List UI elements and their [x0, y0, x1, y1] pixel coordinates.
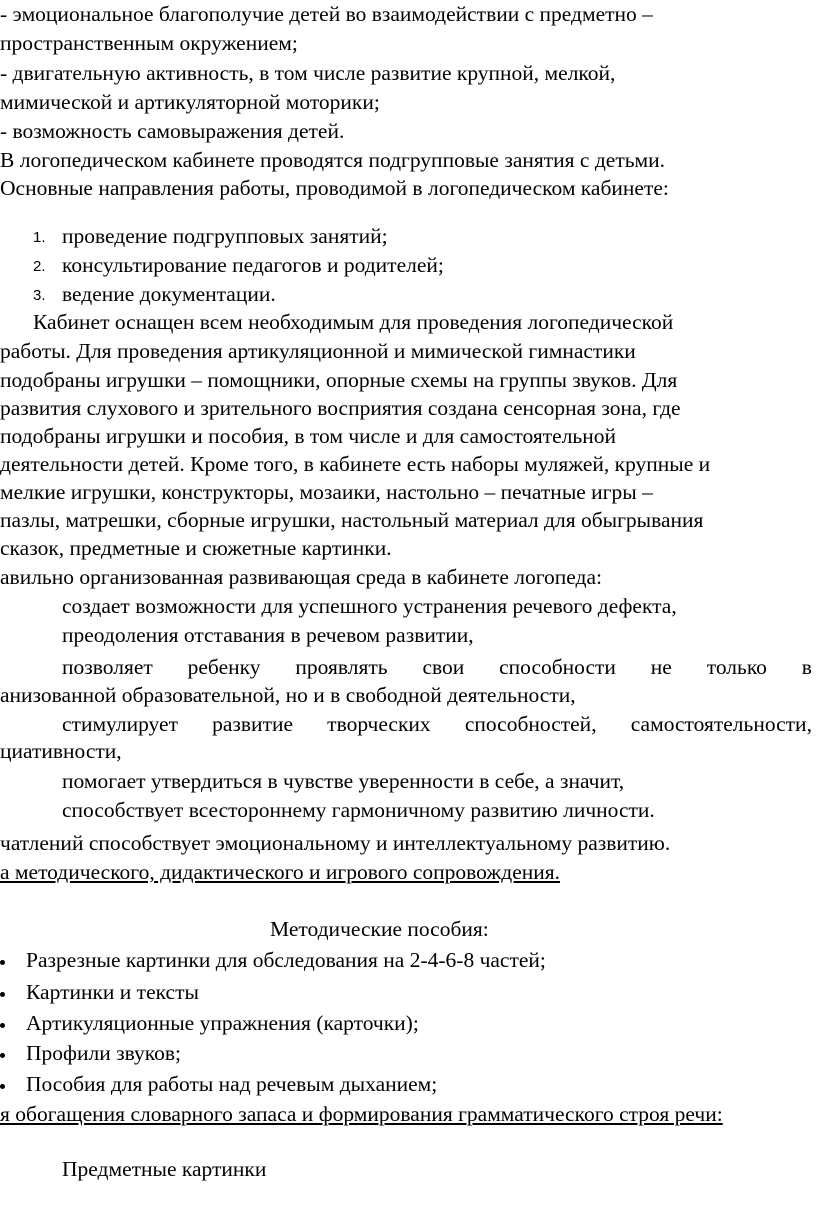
bullet-icon: [0, 1023, 5, 1028]
equipment-line-8: пазлы, матрешки, сборные игрушки, настольный материал для обыгрывания: [0, 508, 704, 532]
word: способности: [499, 655, 616, 679]
equipment-line-6: деятельности детей. Кроме того, в кабинете есть наборы муляжей, крупные и: [0, 452, 711, 476]
list-item: Артикуляционные упражнения (карточки);: [26, 1011, 419, 1035]
intro-line-7: Основные направления работы, проводимой в логопедическом кабинете:: [0, 176, 669, 200]
environment-line-9: чатлений способствует эмоциональному и интеллектуальному развитию.: [0, 831, 671, 855]
bullet-icon: [0, 1053, 5, 1058]
word: в: [801, 655, 812, 679]
intro-line-6: В логопедическом кабинете проводятся подгрупповые занятия с детьми.: [0, 148, 666, 172]
list-item: Профили звуков;: [26, 1041, 181, 1065]
list-item: Пособия для работы над речевым дыханием;: [26, 1072, 438, 1096]
environment-line-3: [62, 653, 812, 681]
environment-line-6: циативности,: [0, 739, 122, 763]
bullet-icon: [0, 1084, 5, 1089]
environment-line-2: преодоления отставания в речевом развитии,: [62, 623, 474, 647]
word: ребенку: [187, 655, 261, 679]
word: творческих: [327, 712, 431, 736]
intro-line-5: - возможность самовыражения детей.: [0, 119, 345, 143]
list-item: Картинки и тексты: [26, 980, 199, 1004]
list-item: консультирование педагогов и родителей;: [62, 253, 444, 277]
vocabulary-heading: я обогащения словарного запаса и формирования грамматического строя речи:: [0, 1102, 723, 1126]
list-number: 3.: [33, 287, 46, 304]
intro-line-1: - эмоциональное благополучие детей во взаимодействии с предметно –: [0, 2, 653, 26]
word: стимулирует: [62, 712, 178, 736]
environment-line-4: анизованной образовательной, но и в свободной деятельности,: [0, 683, 576, 707]
intro-line-3: - двигательную активность, в том числе развитие крупной, мелкой,: [0, 61, 616, 85]
bullet-icon: [0, 960, 5, 965]
word: свои: [422, 655, 465, 679]
support-heading: а методического, дидактического и игрового сопровождения.: [0, 860, 561, 884]
word: позволяет: [62, 655, 153, 679]
word: способностей,: [464, 712, 597, 736]
list-item: ведение документации.: [62, 282, 276, 306]
word: самостоятельности,: [630, 712, 812, 736]
environment-intro: авильно организованная развивающая среда в кабинете логопеда:: [0, 565, 602, 589]
word: только: [706, 655, 767, 679]
equipment-line-9: сказок, предметные и сюжетные картинки.: [0, 536, 392, 560]
methodical-title: Методические пособия:: [270, 917, 489, 941]
environment-line-7: помогает утвердиться в чувстве уверенности в себе, а значит,: [62, 769, 625, 793]
bullet-icon: [0, 992, 5, 997]
word: проявлять: [295, 655, 388, 679]
word: развитие: [212, 712, 294, 736]
list-number: 2.: [33, 258, 46, 275]
word: не: [650, 655, 672, 679]
subject-pictures: Предметные картинки: [62, 1157, 267, 1181]
equipment-line-1: Кабинет оснащен всем необходимым для проведения логопедической: [33, 310, 674, 334]
list-item: проведение подгрупповых занятий;: [62, 224, 388, 248]
equipment-line-4: развития слухового и зрительного восприятия создана сенсорная зона, где: [0, 396, 681, 420]
equipment-line-7: мелкие игрушки, конструкторы, мозаики, настольно – печатные игры –: [0, 480, 653, 504]
environment-line-8: способствует всестороннему гармоничному развитию личности.: [62, 798, 655, 822]
equipment-line-3: подобраны игрушки – помощники, опорные схемы на группы звуков. Для: [0, 368, 678, 392]
intro-line-4: мимической и артикуляторной моторики;: [0, 90, 380, 114]
list-item: Разрезные картинки для обследования на 2-4-6-8 частей;: [26, 948, 546, 972]
environment-line-1: создает возможности для успешного устранения речевого дефекта,: [62, 594, 677, 618]
intro-line-2: пространственным окружением;: [0, 31, 298, 55]
equipment-line-5: подобраны игрушки и пособия, в том числе и для самостоятельной: [0, 424, 616, 448]
environment-line-5: [62, 710, 812, 738]
equipment-line-2: работы. Для проведения артикуляционной и мимической гимнастики: [0, 339, 636, 363]
list-number: 1.: [33, 229, 46, 246]
